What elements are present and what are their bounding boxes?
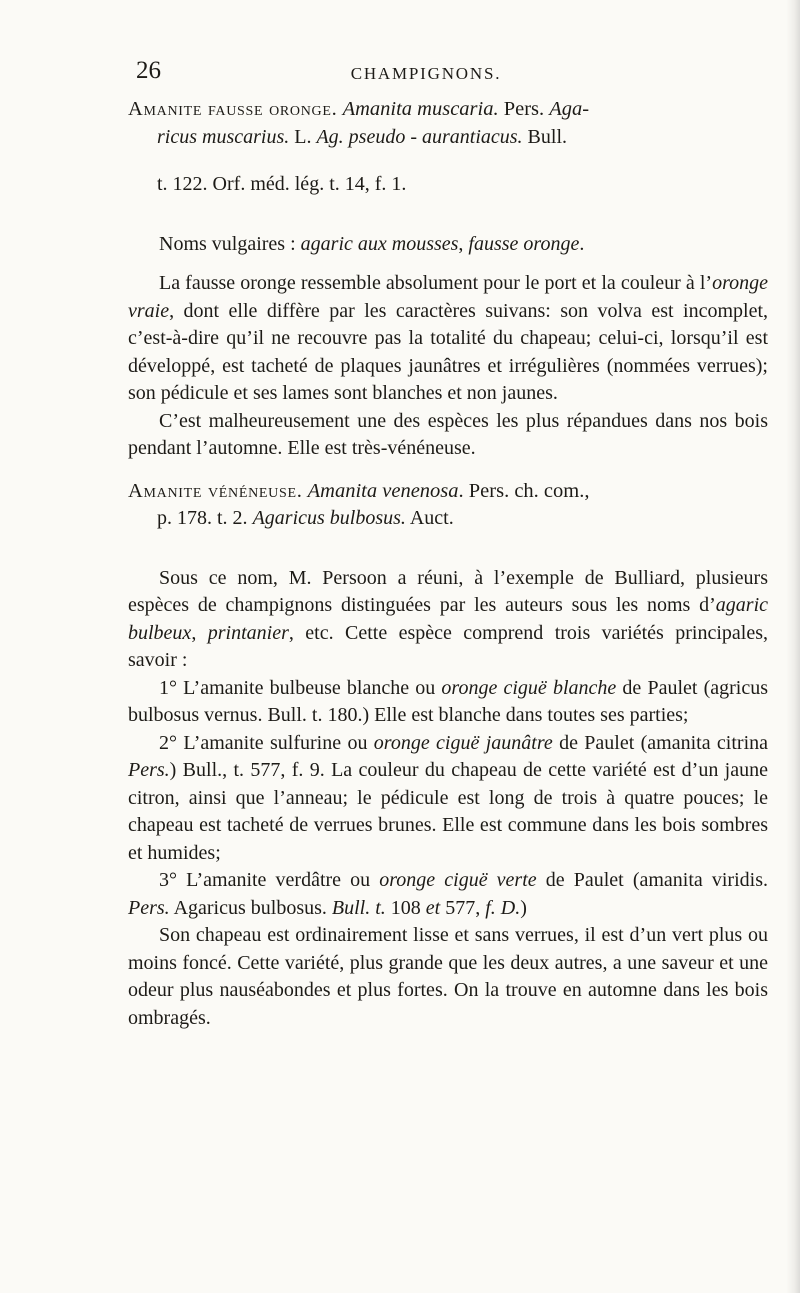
- spacer: [128, 553, 768, 565]
- section-title-venenosa: [128, 478, 768, 506]
- variety-italic-text: Pers.: [128, 759, 170, 781]
- section-title-line-2: [128, 124, 768, 152]
- section-title-synonym-1-author: L.: [294, 125, 312, 148]
- variety-text: ): [520, 896, 527, 919]
- spacer: [128, 219, 768, 231]
- section-title-author: . Pers. ch. com.,: [458, 479, 590, 502]
- variety-italic-text: Bull. t.: [331, 896, 386, 919]
- paragraph-text: ,: [191, 621, 208, 644]
- spacer: [128, 463, 768, 478]
- variety-text: ) Bull., t. 577, f. 9. La couleur du chapeau de cette variété est d’un jaune citron, ainsi que l’anneau; le pédicule est long de trois à quatre pouces; le chapeau est tacheté de verrues brunes. Elle est commune dans les bois sombres et humides;: [128, 759, 768, 864]
- paragraph-fausse-oronge-description: [128, 270, 768, 408]
- common-names: Noms vulgaires : agaric aux mousses, fausse oronge.: [159, 232, 585, 255]
- variety-italic-text: oronge ciguë blanche: [441, 676, 617, 699]
- section-title-synonym-2: Ag. pseudo - aurantiacus.: [316, 125, 523, 148]
- variety-italic-text: oronge ciguë jaunâtre: [373, 731, 553, 754]
- variety-text: 108: [385, 896, 426, 919]
- section-title-synonym-1: ricus muscarius.: [157, 125, 290, 148]
- variety-text: Agaricus bulbosus.: [169, 896, 332, 919]
- section-title-prefix: Amanite vénéneuse.: [128, 479, 303, 502]
- section-title-fausse-oronge: [128, 96, 768, 124]
- section-title-reference: p. 178. t. 2.: [157, 507, 248, 529]
- section-title-author: Pers.: [503, 98, 545, 120]
- variety-text: de Paulet (agricus bulbosus vernus. Bull. t. 180.) Elle est blanche dans toutes ses parties;: [128, 676, 769, 726]
- section-title-genus-part: Aga-: [549, 98, 590, 120]
- variety-1: [128, 675, 768, 730]
- variety-text: de Paulet (amanita citrina: [552, 731, 768, 754]
- page-edge-shadow: [786, 0, 800, 1293]
- page-number: 26: [136, 57, 161, 84]
- paragraph-fausse-oronge-habitat: C’est malheureusement une des espèces les plus répandues dans nos bois pendant l’automne. Elle est très-vénéneuse.: [128, 409, 768, 459]
- section-title-synonym: Agaricus bulbosus.: [252, 507, 406, 529]
- common-name-2: fausse oronge: [468, 232, 580, 255]
- variety-text: 3° L’amanite verdâtre ou: [159, 869, 380, 891]
- variety-text: 2° L’amanite sulfurine ou: [159, 731, 374, 754]
- variety-text: 1° L’amanite bulbeuse blanche ou: [159, 676, 442, 699]
- running-head: CHAMPIGNONS.: [350, 64, 502, 83]
- paragraph-text: , dont elle diffère par les caractères suivans: son volva est incomplet, c’est-à-dire qu’il ne recouvre pas la totalité du chapeau; celui-ci, lorsqu’il est développé, est tacheté de plaques jaunâtres et irrégulières (nommées verrues); son pédicule et ses lames sont blanches et non jaunes.: [128, 299, 768, 404]
- common-name-1: agaric aux mousses: [300, 232, 459, 255]
- variety-2: [128, 730, 768, 868]
- paragraph-italic-text: oronge vraie: [128, 272, 768, 322]
- paragraph-italic-text: agaric bulbeux: [128, 594, 768, 644]
- variety-text: 577,: [440, 896, 486, 919]
- section-title-line-3: t. 122. Orf. méd. lég. t. 14, f. 1.: [157, 173, 407, 195]
- common-names-prefix: Noms vulgaires :: [159, 232, 296, 255]
- section-title-prefix: Amanite fausse oronge.: [128, 98, 338, 120]
- section-title-latin-name: Amanita muscaria.: [342, 98, 499, 120]
- section-title-synonym-author: Auct.: [409, 507, 454, 529]
- variety-text: de Paulet (amanita viridis.: [536, 869, 768, 891]
- paragraph-venenosa-final: Son chapeau est ordinairement lisse et sans verrues, il est d’un vert plus ou moins foncé. Cette variété, plus grande que les deux autres, a une saveur et une odeur plus nauséabondes et plus fortes. On la trouve en automne dans les bois ombragés.: [128, 924, 768, 1029]
- section-title-latin-name: Amanita venenosa: [307, 479, 459, 502]
- variety-italic-text: Pers.: [128, 896, 170, 919]
- page-content: [128, 96, 768, 1032]
- variety-italic-text: et: [425, 896, 441, 919]
- section-title-line-2: [128, 505, 768, 533]
- variety-italic-text: f. D.: [485, 896, 521, 919]
- paragraph-text: La fausse oronge ressemble absolument pour le port et la couleur à l’: [159, 272, 713, 294]
- paragraph-text: Sous ce nom, M. Persoon a réuni, à l’exemple de Bulliard, plusieurs espèces de champignons distinguées par les auteurs sous les noms d’: [128, 566, 768, 616]
- variety-italic-text: oronge ciguë verte: [379, 869, 537, 891]
- spacer: [128, 258, 768, 270]
- paragraph-venenosa-intro: [128, 565, 768, 675]
- paragraph-italic-text: printanier: [207, 621, 289, 644]
- section-title-synonym-2-author: Bull.: [527, 125, 567, 148]
- variety-3: [128, 867, 768, 922]
- page-header: [136, 56, 776, 96]
- paragraph-text: , etc. Cette espèce comprend trois variétés principales, savoir :: [128, 621, 768, 671]
